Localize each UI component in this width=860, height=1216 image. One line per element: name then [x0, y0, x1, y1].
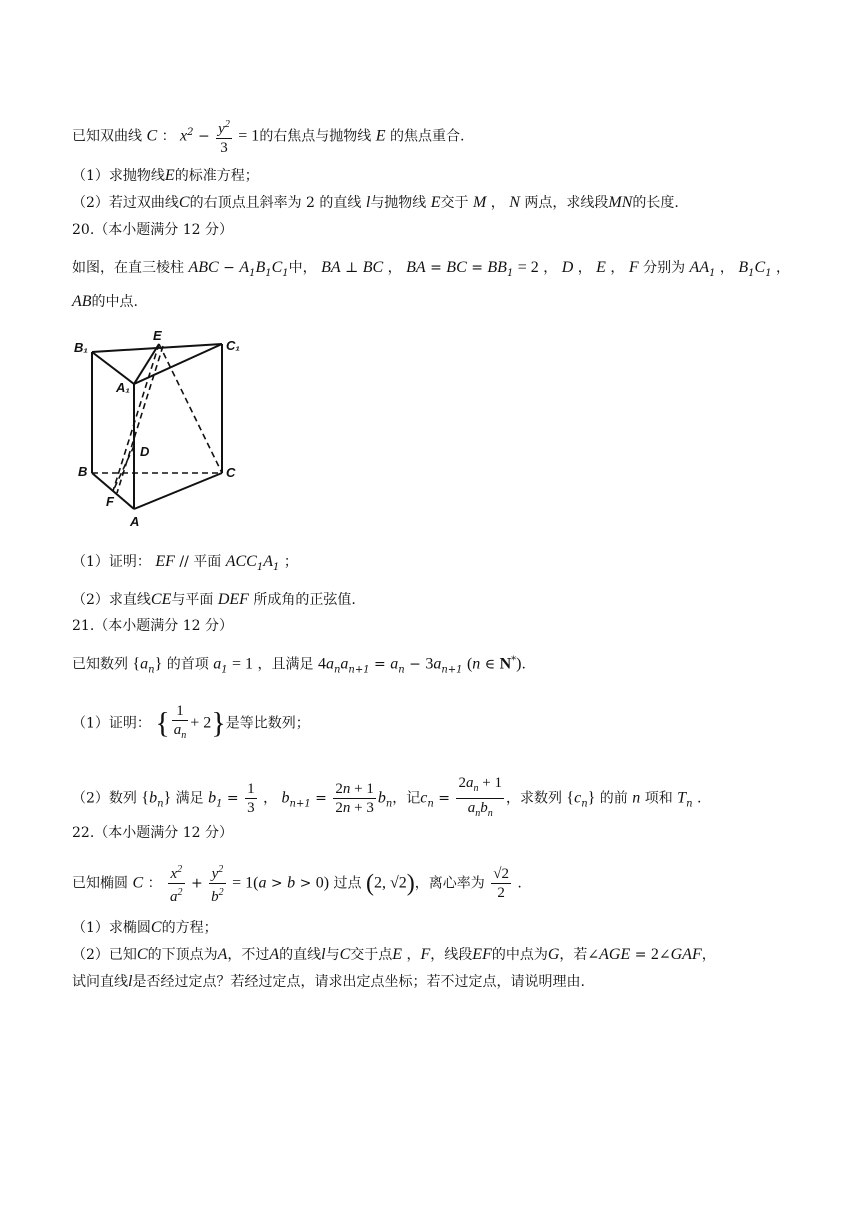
fraction: $\frac{2n + 1}{2n + 3}$: [335, 781, 374, 816]
label-A1: A₁: [116, 380, 130, 395]
segment-DF: [113, 446, 134, 491]
label-A: A: [130, 514, 140, 529]
p20-header: 20.（本小题满分 12 分）: [72, 222, 233, 238]
label-B: B: [78, 464, 88, 479]
p21-q2: （2）数列 $\{b_n\}$ 满足 $b_1$ = $\frac{1}{3}$ ， $b_{n+1}$ = $\frac{2n + 1}{2n + 3}$ $b_n$，记$c_n$ = $\frac{2a_n + 1}{a_nb_n}$ ，求数列 $\{c_n\}$ 的前 n 项和 $T_n$ .: [72, 774, 701, 823]
p22-q2-cont: 试问直线l是否经过定点？若经过定点，请求出定点坐标；若不过定点，请说明理由.: [72, 973, 585, 990]
fraction: $\frac{y^2}{3}$: [216, 116, 232, 157]
segment-EF-double: [117, 346, 163, 493]
fraction: $\frac{1}{a_n}$: [173, 703, 187, 741]
p22-header: 22.（本小题满分 12 分）: [72, 825, 233, 841]
edge-AC: [134, 473, 222, 509]
fraction: $\frac{2a_n + 1}{a_nb_n}$: [458, 775, 502, 819]
label-C1: C₁: [226, 338, 240, 353]
segment-EC: [159, 344, 222, 473]
p22-q2: （2）已知C的下顶点为A，不过A的直线l与C交于点E ，F，线段EF的中点为G，若∠AGE = 2∠GAF，: [72, 946, 716, 963]
prism-solid-edges: [92, 344, 222, 509]
fraction: $\frac{√2}{2}$: [493, 866, 509, 901]
fraction: $\frac{y^2}{b^2}$: [209, 861, 226, 906]
p19-q2: （2）若过双曲线C的右顶点且斜率为 2 的直线 l与抛物线 E交于 M ， N 两点，求线段MN的长度.: [72, 194, 679, 211]
p21-header: 21.（本小题满分 12 分）: [72, 618, 233, 634]
label-B1: B₁: [74, 340, 88, 355]
p21-q1: （1）证明： { $\frac{1}{a_n}$ + 2}是等比数列；: [72, 702, 310, 745]
p22-q1: （1）求椭圆C的方程；: [72, 919, 218, 936]
p21-intro: 已知数列 $\{a_n\}$ 的首项 $a_1 = 1$ ，且满足 $4a_na_{n+1} = a_n - 3a_{n+1}$ (n ∈ N*).: [72, 655, 526, 676]
label-F: F: [106, 494, 114, 509]
label-D: D: [140, 444, 150, 459]
label-E: E: [153, 328, 162, 343]
label-C: C: [226, 465, 236, 480]
prism-figure: [72, 326, 252, 531]
segment-EF: [113, 344, 159, 491]
p20-q2: （2）求直线CE与平面 DEF 所成角的正弦值.: [72, 591, 356, 608]
fraction: $\frac{1}{3}$: [247, 781, 255, 816]
p20-intro-cont: AB的中点.: [72, 293, 138, 310]
p22-intro: 已知椭圆 C ： $\frac{x^2}{a^2}$ + $\frac{y^2}{b^2}$ = 1(a > b > 0) 过点 (2, √2)，离心率为 $\frac{√2}{2}$ .: [72, 861, 522, 906]
fraction: $\frac{x^2}{a^2}$: [168, 861, 185, 906]
p19-intro: 已知双曲线 C ： $x^2$ − $\frac{y^2}{3}$ = 1的右焦点与抛物线 E 的焦点重合.: [72, 116, 464, 157]
p20-q1: （1）证明： EF // 平面 $ACC_1A_1$ ；: [72, 553, 298, 573]
p19-q1: （1）求抛物线E的标准方程；: [72, 167, 259, 184]
p20-intro: 如图，在直三棱柱 ABC − $A_1B_1C_1$中， BA ⊥ BC ， BA = BC = $BB_1 = 2$ ， D ， E ， F 分别为 $AA_1$ ， $B_1C_1$ ，: [72, 259, 791, 279]
